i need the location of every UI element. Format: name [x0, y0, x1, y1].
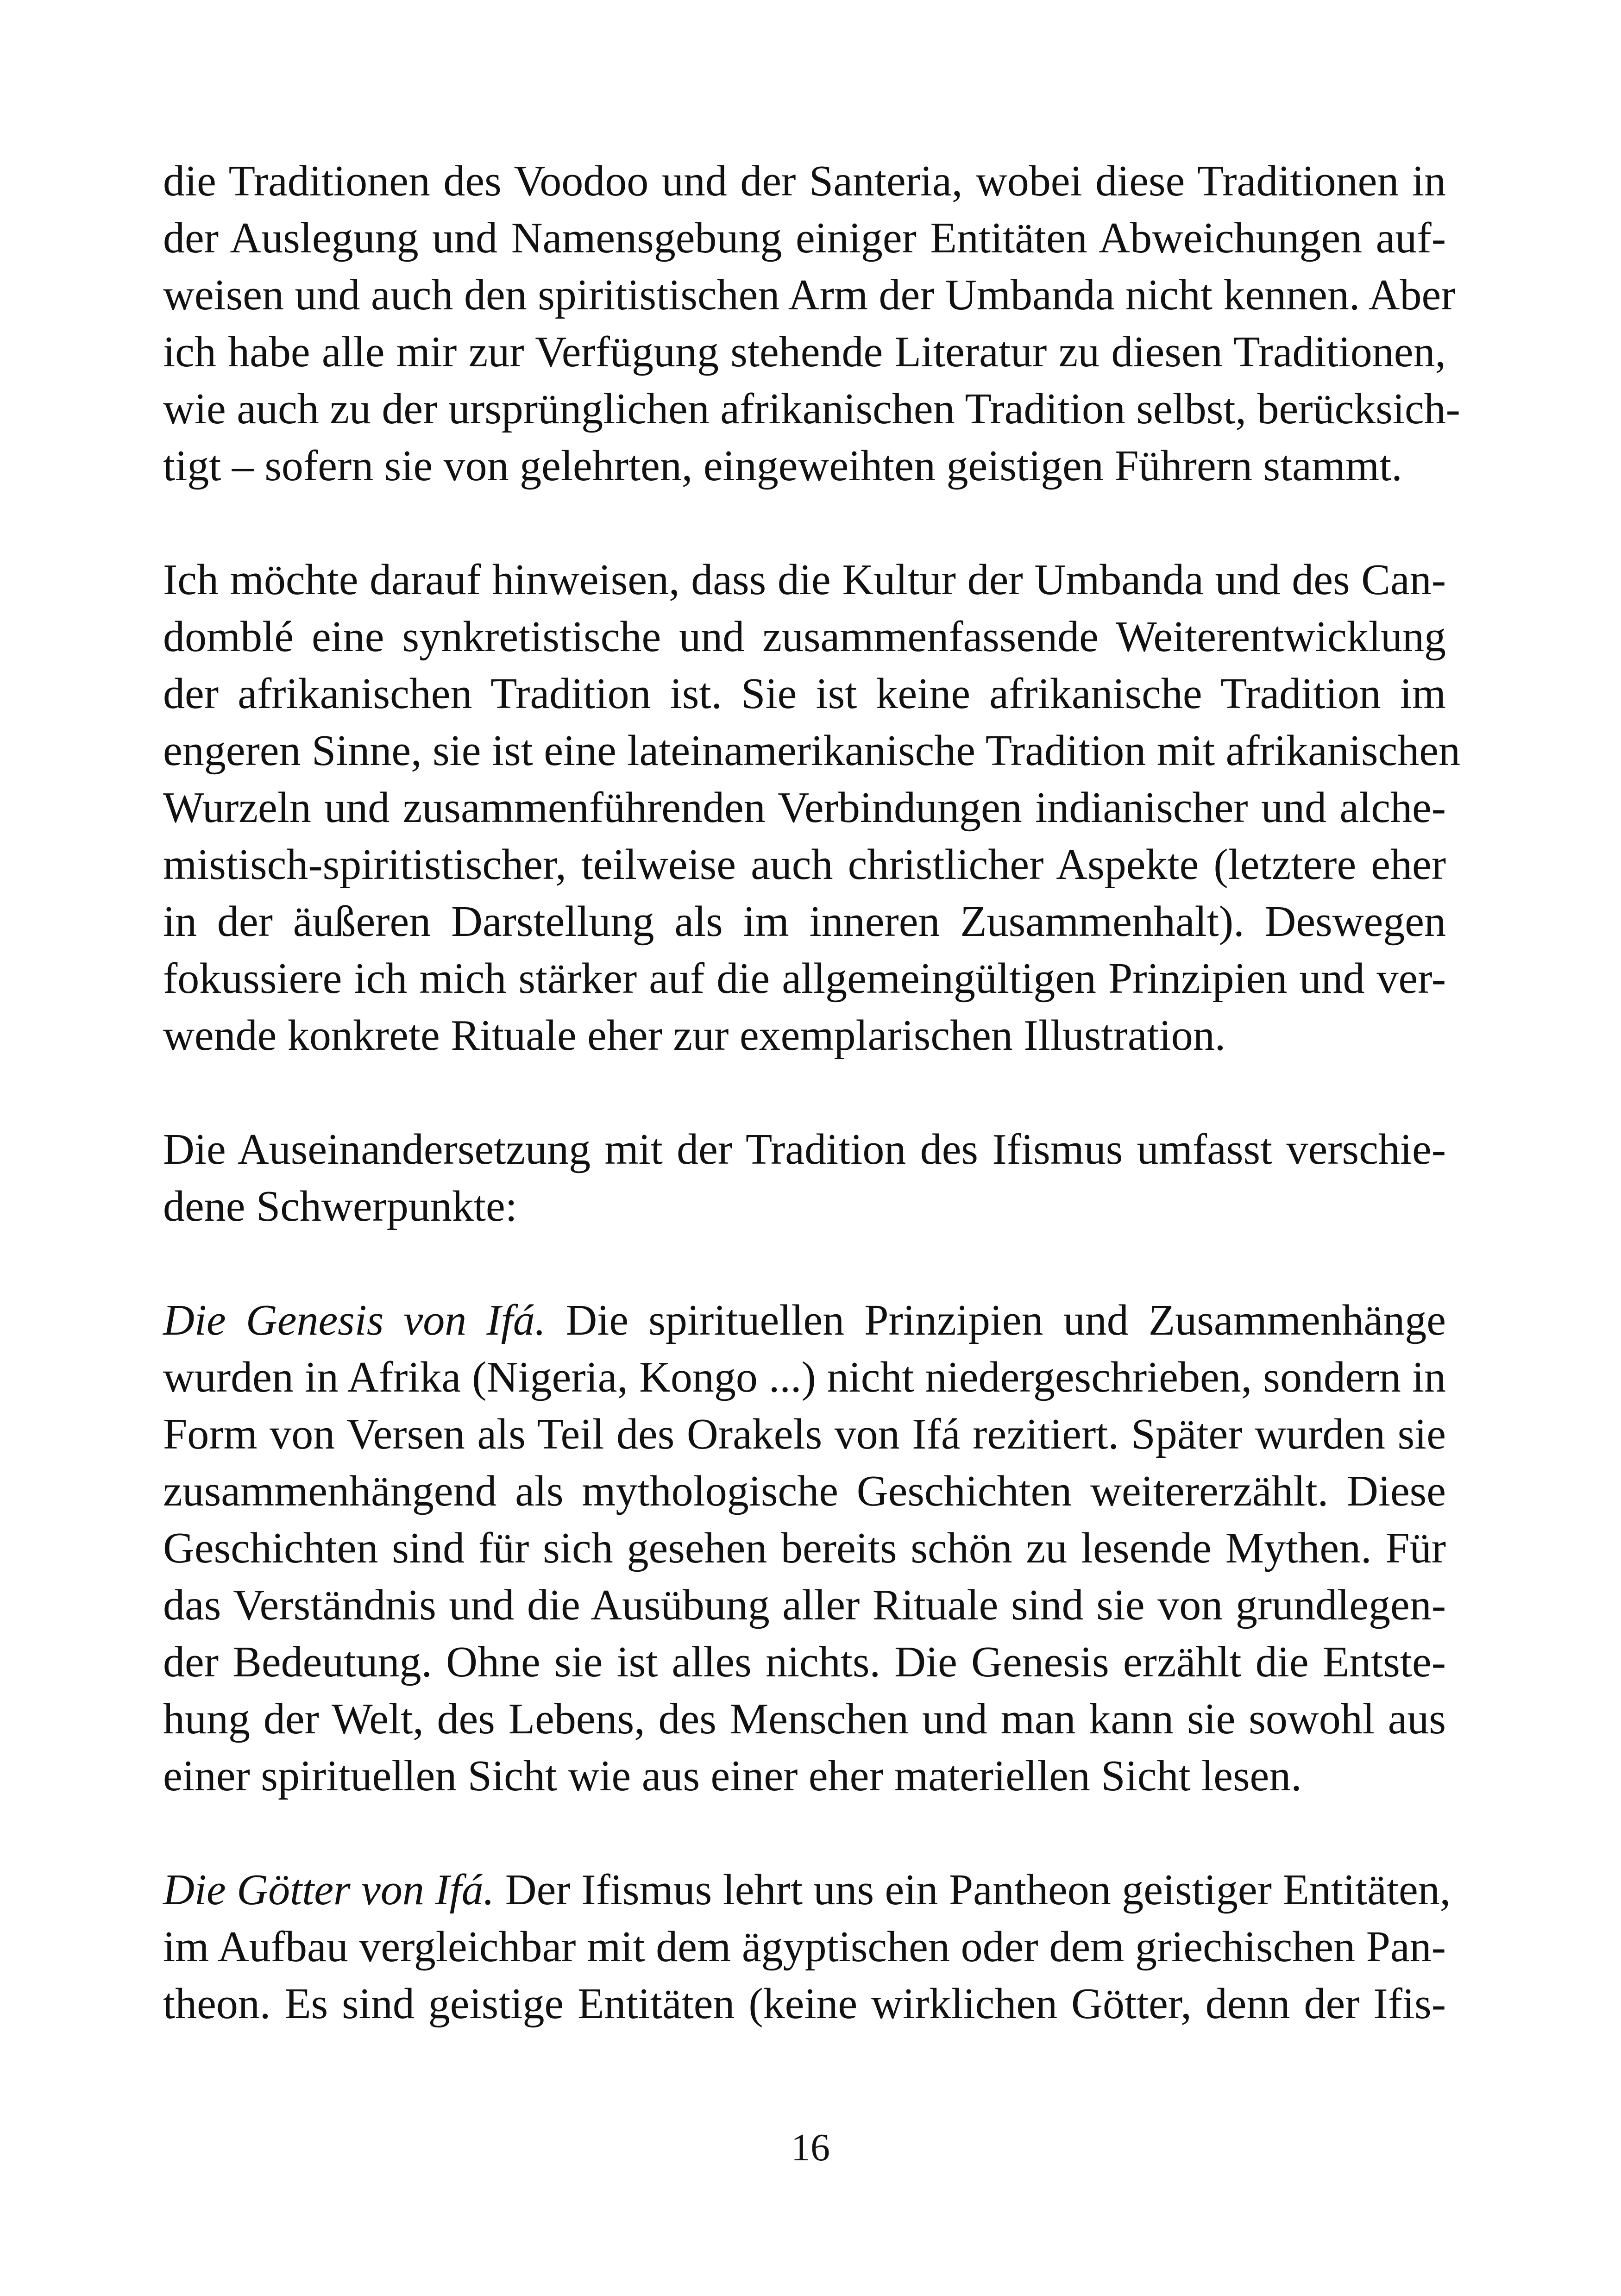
paragraph-umbanda — [163, 552, 1460, 1064]
paragraph-spacer — [163, 1064, 1446, 1121]
text-line: mistisch-spiritistischer, teilweise auch christlicher Aspekte (letztere eher — [163, 841, 1446, 889]
text-line: das Verständnis und die Ausübung aller Rituale sind sie von grundlegen- — [163, 1581, 1446, 1629]
text-line: dene Schwerpunkte: — [163, 1182, 517, 1230]
text-line: im Aufbau vergleichbar mit dem ägyptischen oder dem griechischen Pan- — [163, 1923, 1446, 1971]
text-line: theon. Es sind geistige Entitäten (keine wirklichen Götter, denn der Ifis- — [163, 1980, 1446, 2028]
text-run: Die spirituellen Prinzipien und Zusammenhänge — [546, 1296, 1446, 1344]
text-line: die Traditionen des Voodoo und der Santeria, wobei diese Traditionen in — [163, 157, 1446, 205]
text-line: Geschichten sind für sich gesehen bereits schön zu lesende Mythen. Für — [163, 1524, 1446, 1572]
text-run: Der Ifismus lehrt uns ein Pantheon geistiger Entitäten, — [494, 1866, 1451, 1914]
paragraph-spacer — [163, 495, 1446, 552]
text-line: wende konkrete Rituale eher zur exemplarischen Illustration. — [163, 1011, 1226, 1060]
text-line: Ich möchte darauf hinweisen, dass die Kultur der Umbanda und des Can- — [163, 556, 1446, 604]
text-line — [163, 1862, 1451, 1919]
section-heading-genesis: Die Genesis von Ifá. — [163, 1296, 546, 1344]
text-line: hung der Welt, des Lebens, des Menschen und man kann sie sowohl aus — [163, 1695, 1446, 1743]
text-line — [163, 1292, 1446, 1349]
paragraph-focus-areas — [163, 1121, 1446, 1235]
section-heading-gods: Die Götter von Ifá. — [163, 1866, 495, 1914]
text-line: Die Auseinandersetzung mit der Tradition des Ifismus umfasst verschie- — [163, 1125, 1446, 1173]
text-line: der Auslegung und Namensgebung einiger Entitäten Abweichungen auf- — [163, 214, 1446, 262]
text-line: tigt – sofern sie von gelehrten, eingeweihten geistigen Führern stammt. — [163, 442, 1402, 490]
paragraph-genesis — [163, 1292, 1446, 1805]
text-line: engeren Sinne, sie ist eine lateinamerikanische Tradition mit afrikanischen — [163, 727, 1460, 775]
text-line: zusammenhängend als mythologische Geschichten weitererzählt. Diese — [163, 1467, 1446, 1515]
text-line: wie auch zu der ursprünglichen afrikanischen Tradition selbst, berücksich- — [163, 385, 1460, 433]
paragraph-spacer — [163, 1805, 1446, 1862]
paragraph-traditions — [163, 153, 1460, 495]
paragraph-gods — [163, 1862, 1451, 2033]
text-line: weisen und auch den spiritistischen Arm der Umbanda nicht kennen. Aber — [163, 271, 1456, 319]
text-line: in der äußeren Darstellung als im inneren Zusammenhalt). Deswegen — [163, 897, 1446, 946]
text-line: der afrikanischen Tradition ist. Sie ist keine afrikanische Tradition im — [163, 670, 1446, 718]
paragraph-spacer — [163, 1235, 1446, 1292]
text-line: der Bedeutung. Ohne sie ist alles nichts. Die Genesis erzählt die Entste- — [163, 1638, 1446, 1686]
text-line: domblé eine synkretistische und zusammenfassende Weiterentwicklung — [163, 613, 1446, 661]
text-line: ich habe alle mir zur Verfügung stehende Literatur zu diesen Traditionen, — [163, 328, 1446, 376]
page-number: 16 — [791, 2126, 830, 2169]
text-line: Form von Versen als Teil des Orakels von Ifá rezitiert. Später wurden sie — [163, 1410, 1446, 1458]
text-line: wurden in Afrika (Nigeria, Kongo ...) nicht niedergeschrieben, sondern in — [163, 1353, 1446, 1401]
text-line: einer spirituellen Sicht wie aus einer eher materiellen Sicht lesen. — [163, 1752, 1302, 1800]
text-line: fokussiere ich mich stärker auf die allgemeingültigen Prinzipien und ver- — [163, 954, 1446, 1003]
body-text — [163, 153, 1460, 2033]
text-line: Wurzeln und zusammenführenden Verbindungen indianischer und alche- — [163, 784, 1446, 832]
